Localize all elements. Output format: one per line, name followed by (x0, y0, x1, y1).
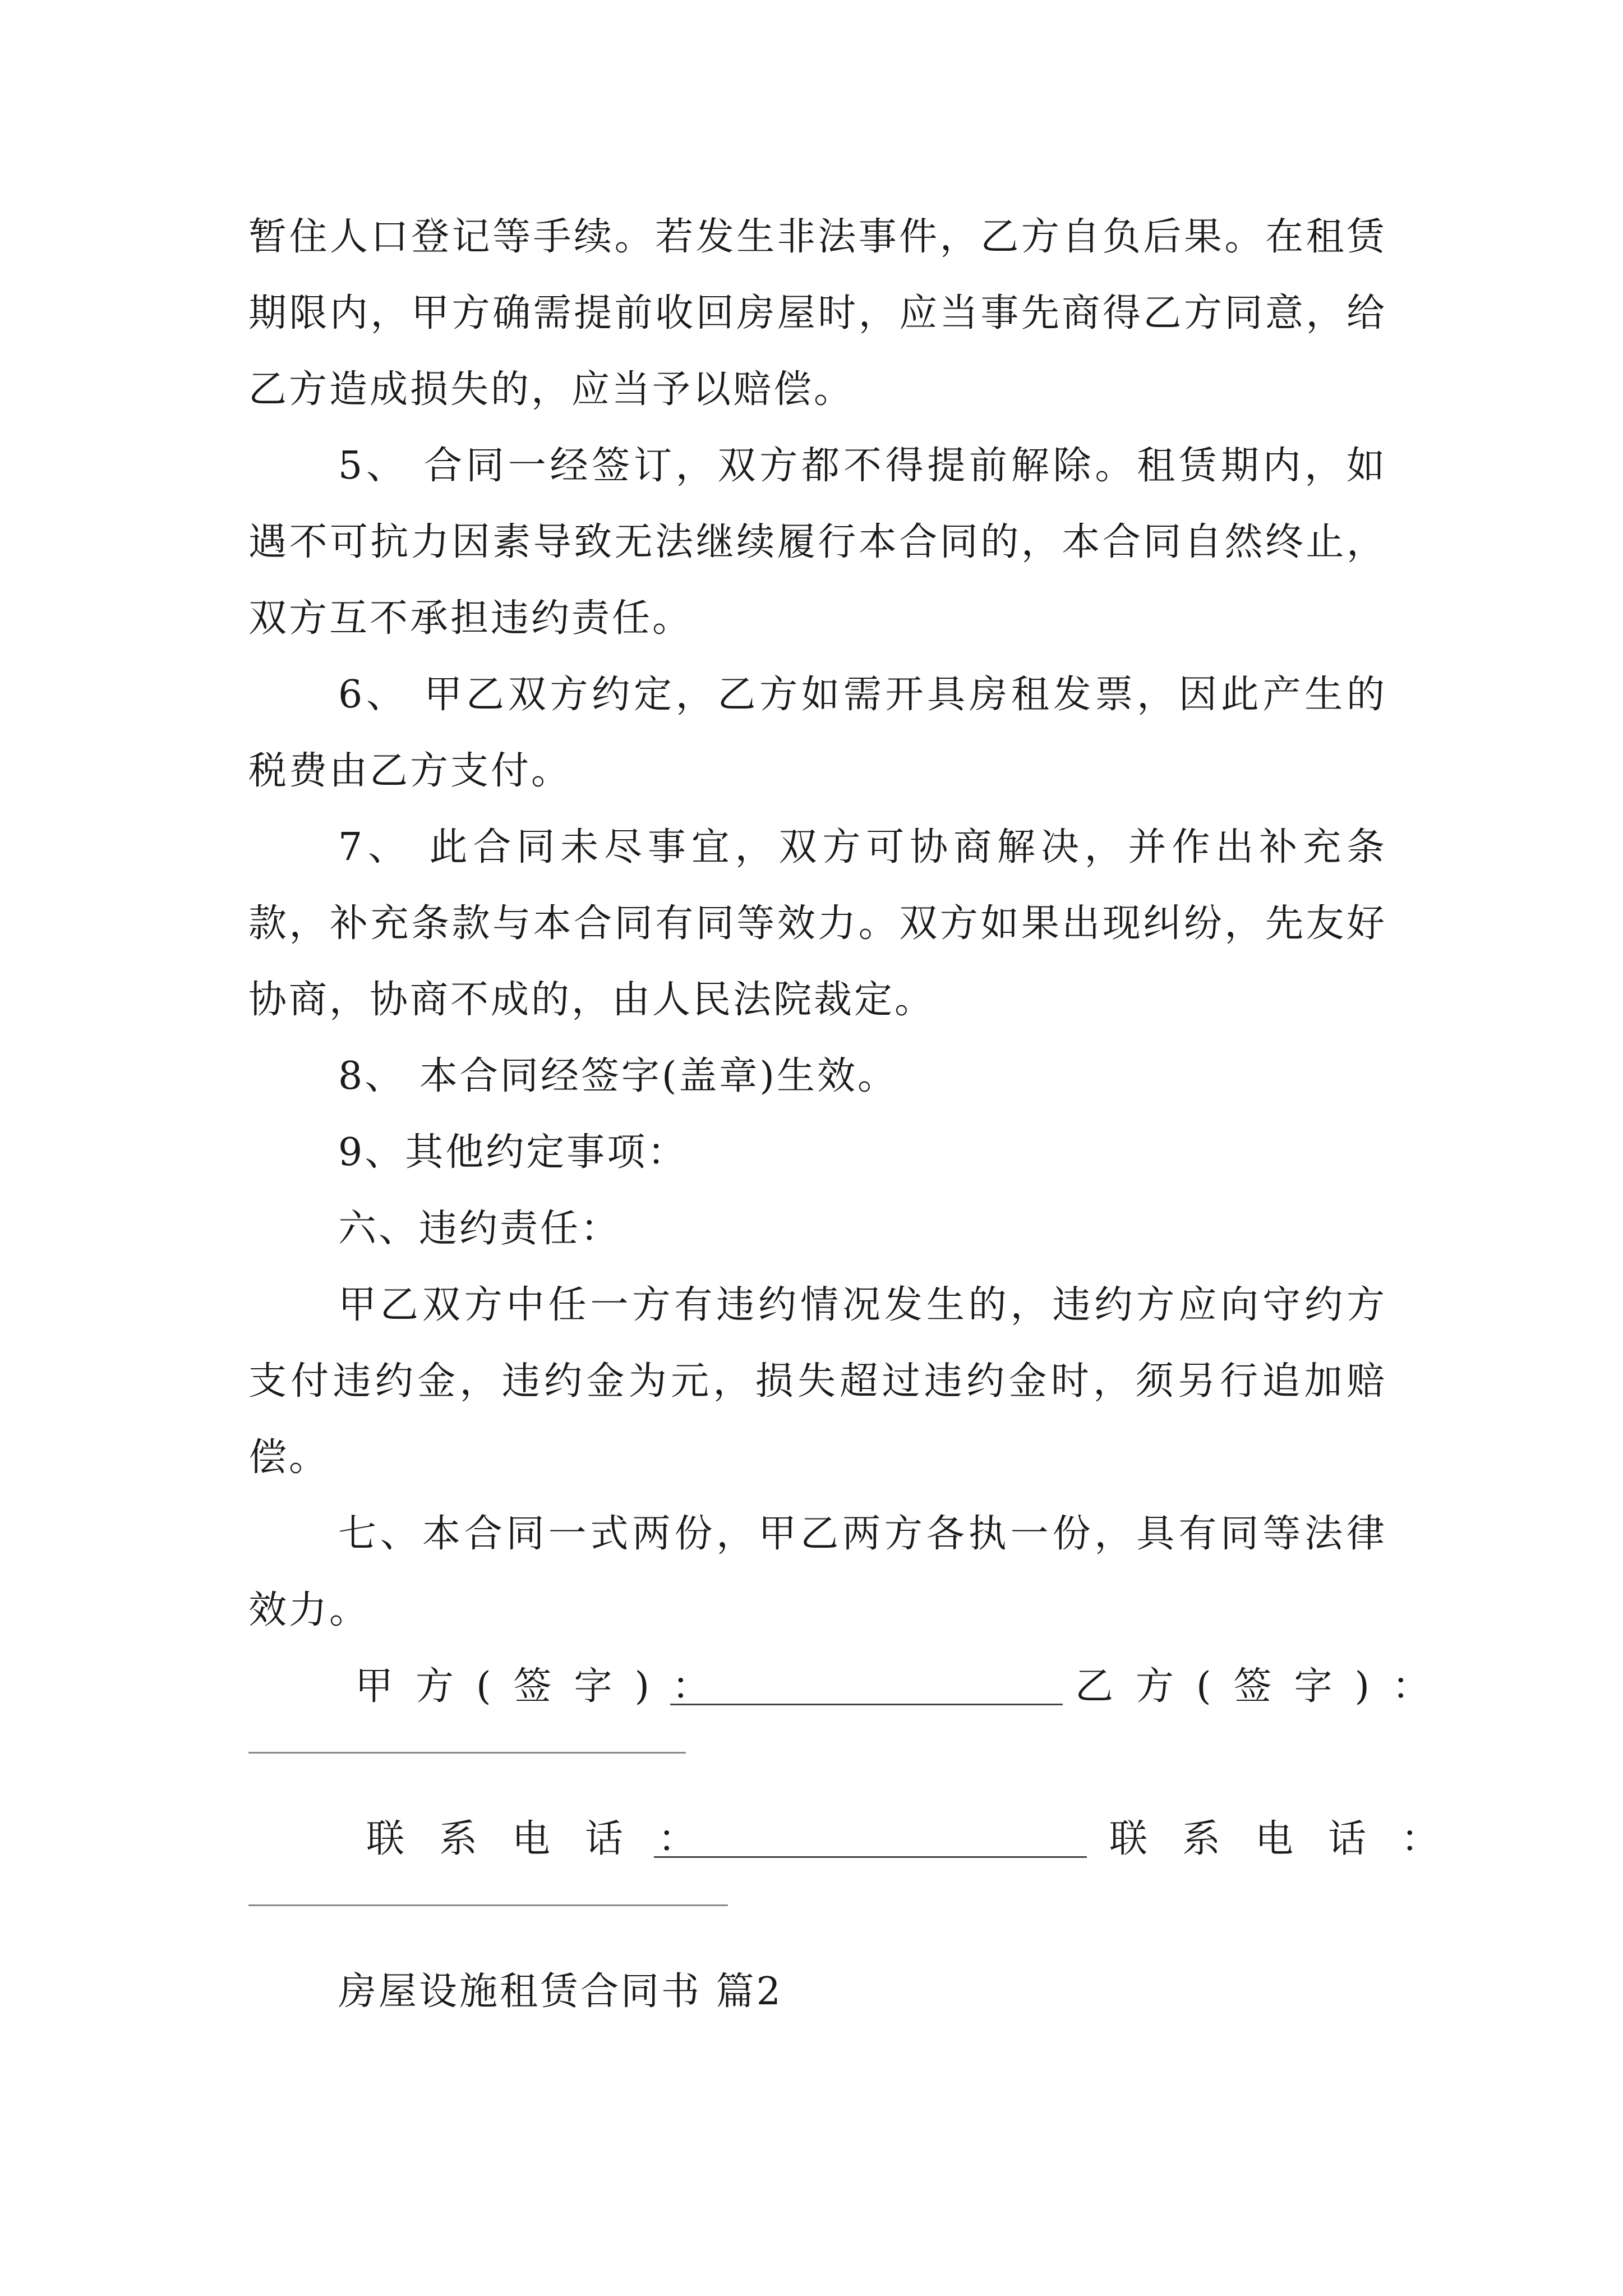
paragraph-clause-6: 6、 甲乙双方约定，乙方如需开具房租发票，因此产生的税费由乙方支付。 (248, 673, 1387, 793)
paragraph-registration: 暂住人口登记等手续。若发生非法事件，乙方自负后果。在租赁期限内，甲方确需提前收回房屋时，应当事先商得乙方同意，给乙方造成损失的，应当予以赔偿。 (248, 215, 1387, 412)
party-b-phone-label: 联系电话： (1109, 1817, 1474, 1861)
paragraph-clause-8: 8、 本合同经签字(盖章)生效。 (338, 1054, 898, 1098)
party-a-signature-label: 甲方(签字)： (355, 1664, 733, 1709)
paragraph-clause-9: 9、其他约定事项： (338, 1130, 688, 1175)
paragraph-clause-5: 5、 合同一经签订，双方都不得提前解除。租赁期内，如遇不可抗力因素导致无法继续履行本合同的，本合同自然终止，双方互不承担违约责任。 (248, 444, 1387, 641)
paragraph-copies: 七、本合同一式两份，甲乙两方各执一份，具有同等法律效力。 (248, 1512, 1387, 1632)
party-b-phone-line-row (248, 1878, 1387, 1954)
document-body (248, 199, 1474, 2030)
next-section-title: 房屋设施租赁合同书 篇2 (338, 1970, 783, 2014)
party-a-signature-line (670, 1704, 1063, 1705)
paragraph-clause-7: 7、 此合同未尽事宜，双方可协商解决，并作出补充条款，补充条款与本合同有同等效力。双方如果出现纠纷，先友好协商，协商不成的，由人民法院裁定。 (248, 825, 1387, 1022)
paragraph-breach-liability: 甲乙双方中任一方有违约情况发生的，违约方应向守约方支付违约金，违约金为元，损失超过违约金时，须另行追加赔偿。 (248, 1283, 1387, 1480)
party-b-signature-line (248, 1752, 686, 1754)
party-b-signature-label: 乙方(签字)： (1075, 1664, 1453, 1709)
section-heading-breach: 六、违约责任： (338, 1207, 621, 1251)
signature-row (248, 1649, 1453, 1725)
party-a-phone-line (654, 1856, 1087, 1858)
party-a-phone-label: 联系电话： (366, 1817, 731, 1861)
party-b-phone-line (248, 1904, 728, 1906)
phone-row (248, 1801, 1474, 1878)
party-b-signature-line-row (248, 1725, 1387, 1801)
